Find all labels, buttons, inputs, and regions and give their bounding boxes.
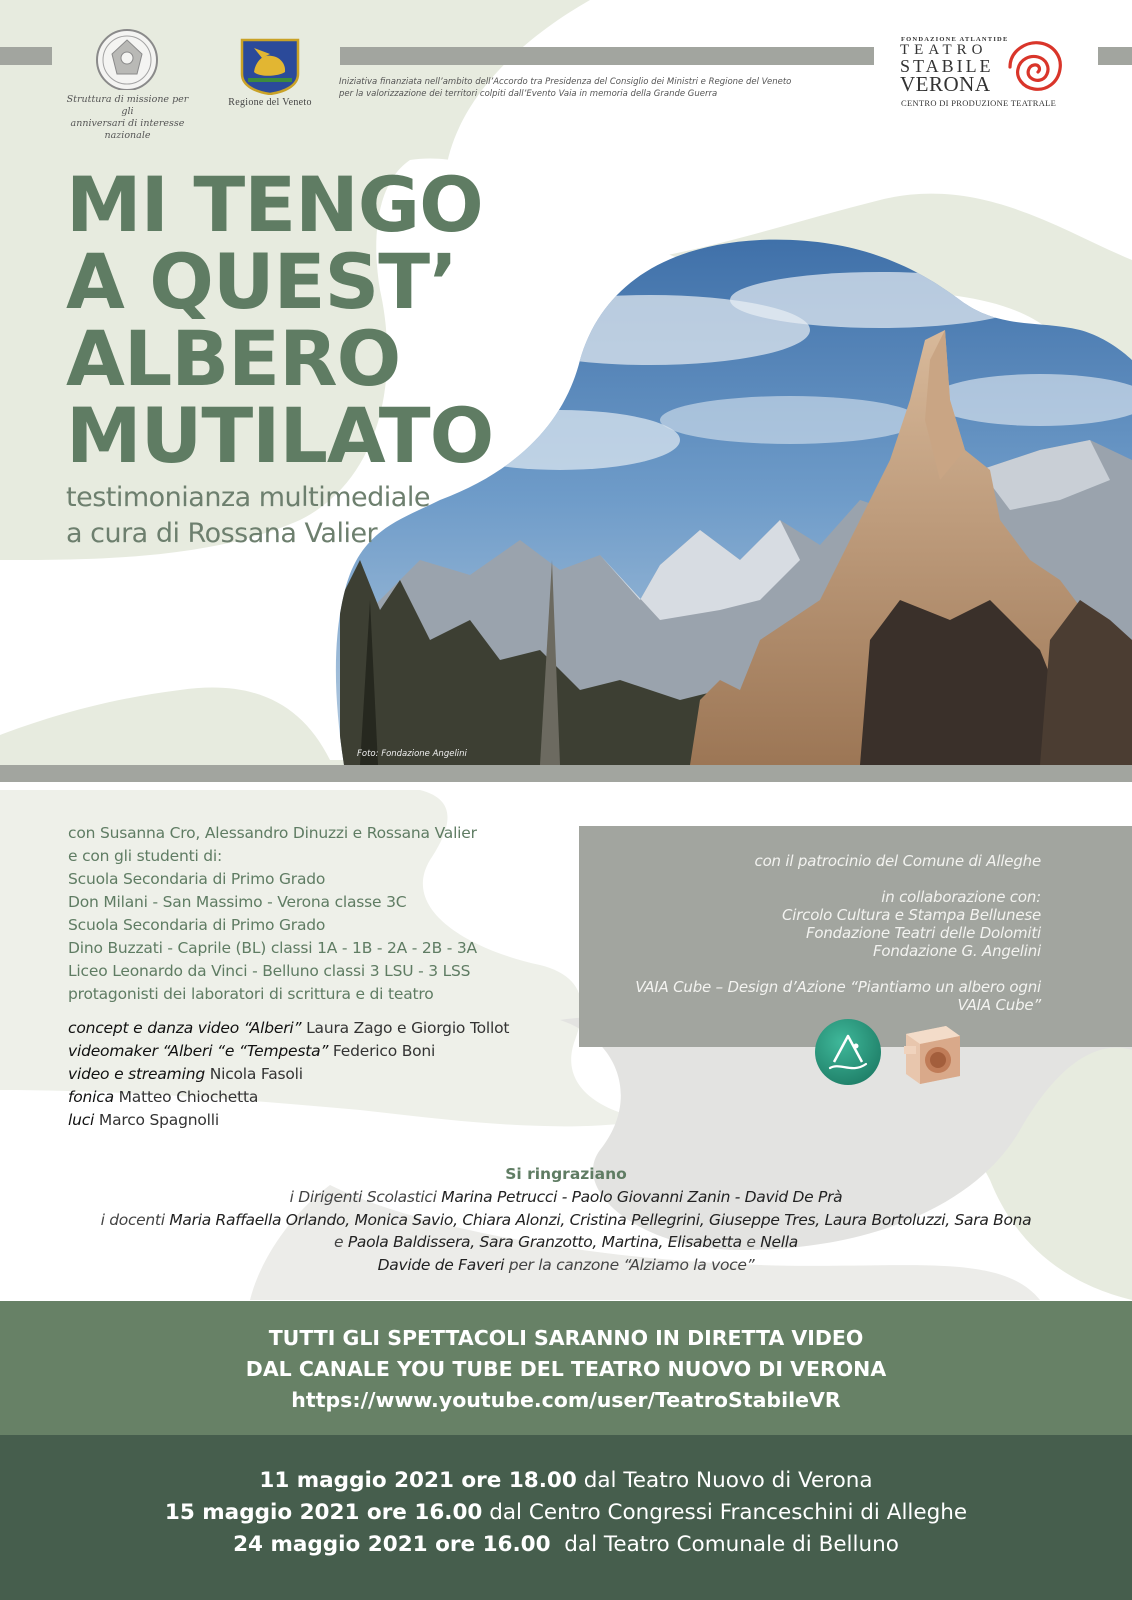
- role-name: videomaker “Alberi “e “Tempesta”: [68, 1042, 329, 1060]
- tsv-stabile: STABILE: [900, 56, 994, 76]
- role-people: Nicola Fasoli: [204, 1065, 303, 1083]
- emblem-icon: [60, 28, 195, 90]
- role-line: [68, 1063, 588, 1086]
- thanks-text: per la canzone “Alziamo la voce”: [504, 1255, 755, 1274]
- header-bar-middle: [340, 47, 874, 65]
- role-line: [68, 1017, 588, 1040]
- vaia-cube-icon: [896, 1016, 968, 1088]
- roles-list: [68, 1017, 588, 1132]
- thanks-block: [0, 1163, 1132, 1276]
- performance-date: [0, 1497, 1132, 1529]
- title-line-3: ALBERO: [66, 314, 401, 403]
- role-line: [68, 1040, 588, 1063]
- initiative-line-2: per la valorizzazione dei territori colpiti dall’Evento Vaia in memoria della Grande Guerra: [339, 89, 718, 99]
- cast-line: Scuola Secondaria di Primo Grado: [68, 916, 326, 934]
- thanks-text: e: [333, 1233, 348, 1251]
- thanks-line: [0, 1209, 1132, 1232]
- date-venue: dal Teatro Nuovo di Verona: [576, 1468, 873, 1493]
- photo-separator-bar: [0, 765, 1132, 782]
- title-line-4: MUTILATO: [66, 391, 494, 480]
- thanks-line: [0, 1186, 1132, 1209]
- date-time: 11 maggio 2021 ore 18.00: [259, 1468, 577, 1493]
- teatro-stabile-verona-logo: [900, 36, 1070, 112]
- role-people: Matteo Chiochetta: [113, 1088, 259, 1106]
- title-line-1: MI TENGO: [66, 160, 483, 249]
- cast-line: Don Milani - San Massimo - Verona classe 3C: [68, 893, 407, 911]
- youtube-link[interactable]: https://www.youtube.com/user/TeatroStabileVR: [291, 1388, 841, 1412]
- thanks-names: Davide de Faveri: [377, 1255, 505, 1274]
- lion-of-saint-mark-icon: [240, 38, 300, 95]
- role-name: luci: [68, 1111, 95, 1129]
- collaborator-name: Fondazione Teatri delle Dolomiti: [805, 924, 1041, 942]
- date-venue: dal Centro Congressi Franceschini di Alleghe: [482, 1500, 968, 1525]
- dates-band: [0, 1435, 1132, 1600]
- cast-line: protagonisti dei laboratori di scrittura e di teatro: [68, 985, 434, 1003]
- patronage-panel: [579, 826, 1132, 1047]
- collaborator-name: Fondazione G. Angelini: [872, 942, 1041, 960]
- role-name: video e streaming: [68, 1065, 205, 1083]
- tsv-teatro: TEATRO: [900, 42, 988, 58]
- thanks-text: e: [741, 1233, 761, 1251]
- cast-line: Dino Buzzati - Caprile (BL) classi 1A - 1B - 2A - 2B - 3A: [68, 939, 477, 957]
- mission-structure-line-2: anniversari di interesse nazionale: [70, 118, 185, 141]
- stream-line-1: TUTTI GLI SPETTACOLI SARANNO IN DIRETTA VIDEO: [268, 1326, 864, 1350]
- patronage-line: con il patrocinio del Comune di Alleghe: [754, 852, 1041, 870]
- subtitle-line-1: testimonianza multimediale: [66, 482, 430, 513]
- cast-line: con Susanna Cro, Alessandro Dinuzzi e Rossana Valier: [68, 824, 477, 842]
- regione-veneto-logo: [220, 38, 320, 112]
- initiative-line-1: Iniziativa finanziata nell’ambito dell’Accordo tra Presidenza del Consiglio dei Ministri e Regione del Veneto: [339, 77, 792, 87]
- thanks-names: Maria Raffaella Orlando, Monica Savio, Chiara Alonzi, Cristina Pellegrini, Giuseppe Tres, Laura Bortoluzzi, Sara Bona: [169, 1210, 1032, 1229]
- header-bar-right: [1098, 47, 1132, 65]
- thanks-line: [0, 1231, 1132, 1254]
- photo-caption: Foto: Fondazione Angelini: [357, 749, 467, 759]
- cast-line: Liceo Leonardo da Vinci - Belluno classi 3 LSU - 3 LSS: [68, 962, 471, 980]
- date-time: 15 maggio 2021 ore 16.00: [164, 1500, 483, 1525]
- performance-date: [0, 1529, 1132, 1561]
- collaborator-name: Circolo Cultura e Stampa Bellunese: [781, 906, 1041, 924]
- credits-block: [68, 822, 588, 1132]
- collaboration-title: in collaborazione con:: [881, 888, 1041, 906]
- subtitle-line-2: a cura di Rossana Valier: [66, 518, 378, 549]
- tsv-subtitle: CENTRO DI PRODUZIONE TEATRALE: [901, 98, 1057, 108]
- government-emblem-logo: [60, 28, 195, 141]
- stream-line-2: DAL CANALE YOU TUBE DEL TEATRO NUOVO DI VERONA: [245, 1357, 887, 1381]
- date-venue: dal Teatro Comunale di Belluno: [550, 1532, 899, 1557]
- role-name: fonica: [68, 1088, 114, 1106]
- thanks-text: i docenti: [100, 1210, 170, 1229]
- date-time: 24 maggio 2021 ore 16.00: [233, 1532, 551, 1557]
- streaming-band: [0, 1301, 1132, 1435]
- role-people: Marco Spagnolli: [94, 1111, 219, 1129]
- role-people: Laura Zago e Giorgio Tollot: [301, 1019, 510, 1037]
- initiative-text: [339, 76, 899, 100]
- spiral-icon: [1004, 39, 1064, 95]
- thanks-names: Marina Petrucci - Paolo Giovanni Zanin - David De Prà: [441, 1188, 843, 1206]
- title-line-2: A QUEST’: [66, 237, 457, 326]
- vaia-cube-line-2: VAIA Cube”: [957, 996, 1041, 1014]
- cast-line: e con gli studenti di:: [68, 847, 223, 865]
- regione-veneto-label: Regione del Veneto: [228, 97, 312, 108]
- thanks-line: [0, 1254, 1132, 1277]
- header-bar-left: [0, 47, 52, 65]
- vaia-tree-logo-icon: [812, 1016, 884, 1088]
- role-people: Federico Boni: [328, 1042, 436, 1060]
- thanks-names: Nella: [760, 1233, 799, 1251]
- mission-structure-line-1: Struttura di missione per gli: [66, 94, 189, 117]
- role-line: [68, 1086, 588, 1109]
- role-name: concept e danza video “Alberi”: [68, 1019, 302, 1037]
- role-line: [68, 1109, 588, 1132]
- thanks-title: Si ringraziano: [505, 1165, 627, 1183]
- cast-line: Scuola Secondaria di Primo Grado: [68, 870, 326, 888]
- thanks-names: Paola Baldissera, Sara Granzotto, Martina, Elisabetta: [347, 1233, 742, 1251]
- title-block: [66, 160, 566, 552]
- thanks-text: i Dirigenti Scolastici: [289, 1188, 442, 1206]
- vaia-cube-line-1: VAIA Cube – Design d’Azione “Piantiamo un albero ogni: [635, 978, 1041, 996]
- tsv-verona: VERONA: [900, 72, 991, 96]
- tsv-foundation: FONDAZIONE ATLANTIDE: [901, 36, 1009, 43]
- performance-date: [0, 1465, 1132, 1497]
